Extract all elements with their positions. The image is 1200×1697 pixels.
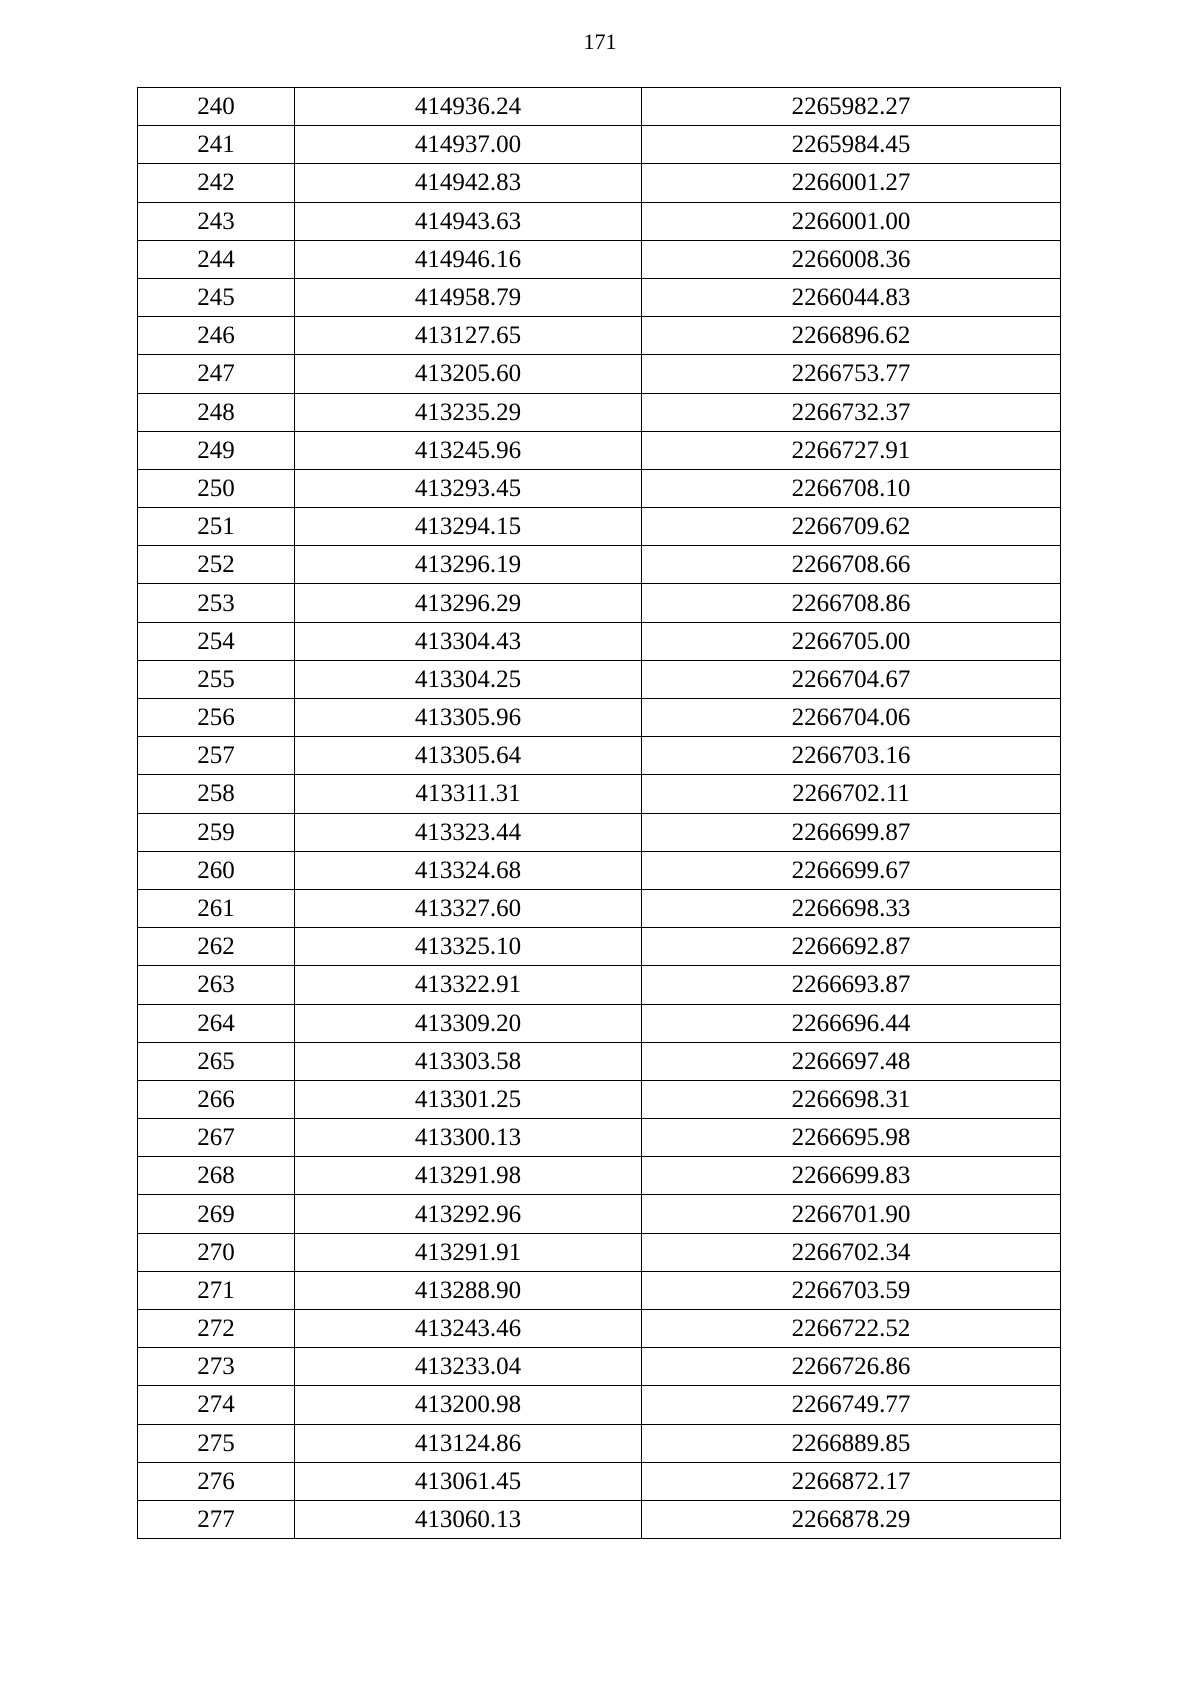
table-row: [138, 928, 1061, 966]
y-coordinate-cell: 2266699.67: [642, 851, 1061, 889]
point-number-cell: 240: [138, 88, 295, 126]
x-coordinate-cell: 413288.90: [295, 1271, 642, 1309]
x-coordinate-cell: 413243.46: [295, 1310, 642, 1348]
y-coordinate-cell: 2266889.85: [642, 1424, 1061, 1462]
point-number-cell: 259: [138, 813, 295, 851]
y-coordinate-cell: 2266698.31: [642, 1080, 1061, 1118]
x-coordinate-cell: 413205.60: [295, 355, 642, 393]
x-coordinate-cell: 414958.79: [295, 278, 642, 316]
table-row: [138, 1310, 1061, 1348]
y-coordinate-cell: 2266749.77: [642, 1386, 1061, 1424]
y-coordinate-cell: 2266699.83: [642, 1157, 1061, 1195]
point-number-cell: 274: [138, 1386, 295, 1424]
x-coordinate-cell: 414942.83: [295, 164, 642, 202]
x-coordinate-cell: 413301.25: [295, 1080, 642, 1118]
x-coordinate-cell: 413200.98: [295, 1386, 642, 1424]
x-coordinate-cell: 414946.16: [295, 240, 642, 278]
point-number-cell: 273: [138, 1348, 295, 1386]
x-coordinate-cell: 413325.10: [295, 928, 642, 966]
y-coordinate-cell: 2266696.44: [642, 1004, 1061, 1042]
x-coordinate-cell: 413291.98: [295, 1157, 642, 1195]
x-coordinate-cell: 413311.31: [295, 775, 642, 813]
y-coordinate-cell: 2266701.90: [642, 1195, 1061, 1233]
y-coordinate-cell: 2266703.59: [642, 1271, 1061, 1309]
point-number-cell: 244: [138, 240, 295, 278]
point-number-cell: 277: [138, 1500, 295, 1538]
y-coordinate-cell: 2266008.36: [642, 240, 1061, 278]
point-number-cell: 272: [138, 1310, 295, 1348]
table-row: [138, 622, 1061, 660]
y-coordinate-cell: 2266001.27: [642, 164, 1061, 202]
table-row: [138, 1119, 1061, 1157]
x-coordinate-cell: 413300.13: [295, 1119, 642, 1157]
y-coordinate-cell: 2266692.87: [642, 928, 1061, 966]
x-coordinate-cell: 413292.96: [295, 1195, 642, 1233]
point-number-cell: 251: [138, 508, 295, 546]
table-row: [138, 1348, 1061, 1386]
x-coordinate-cell: 413233.04: [295, 1348, 642, 1386]
y-coordinate-cell: 2265982.27: [642, 88, 1061, 126]
point-number-cell: 248: [138, 393, 295, 431]
point-number-cell: 243: [138, 202, 295, 240]
x-coordinate-cell: 413294.15: [295, 508, 642, 546]
x-coordinate-cell: 414943.63: [295, 202, 642, 240]
x-coordinate-cell: 413124.86: [295, 1424, 642, 1462]
x-coordinate-cell: 413327.60: [295, 889, 642, 927]
table-row: [138, 508, 1061, 546]
table-row: [138, 546, 1061, 584]
point-number-cell: 255: [138, 660, 295, 698]
point-number-cell: 257: [138, 737, 295, 775]
point-number-cell: 266: [138, 1080, 295, 1118]
y-coordinate-cell: 2266044.83: [642, 278, 1061, 316]
point-number-cell: 271: [138, 1271, 295, 1309]
point-number-cell: 249: [138, 431, 295, 469]
table-row: [138, 1462, 1061, 1500]
page-number: 171: [583, 29, 617, 54]
y-coordinate-cell: 2266896.62: [642, 317, 1061, 355]
y-coordinate-cell: 2266693.87: [642, 966, 1061, 1004]
table-row: [138, 1386, 1061, 1424]
x-coordinate-cell: 414936.24: [295, 88, 642, 126]
y-coordinate-cell: 2266722.52: [642, 1310, 1061, 1348]
point-number-cell: 276: [138, 1462, 295, 1500]
table-row: [138, 1424, 1061, 1462]
y-coordinate-cell: 2266001.00: [642, 202, 1061, 240]
table-row: [138, 202, 1061, 240]
x-coordinate-cell: 413293.45: [295, 469, 642, 507]
point-number-cell: 262: [138, 928, 295, 966]
table-row: [138, 775, 1061, 813]
point-number-cell: 261: [138, 889, 295, 927]
y-coordinate-cell: 2266726.86: [642, 1348, 1061, 1386]
table-row: [138, 88, 1061, 126]
table-row: [138, 1080, 1061, 1118]
point-number-cell: 275: [138, 1424, 295, 1462]
y-coordinate-cell: 2266699.87: [642, 813, 1061, 851]
table-row: [138, 317, 1061, 355]
table-row: [138, 1233, 1061, 1271]
table-row: [138, 355, 1061, 393]
table-row: [138, 584, 1061, 622]
x-coordinate-cell: 413305.96: [295, 699, 642, 737]
x-coordinate-cell: 413296.19: [295, 546, 642, 584]
x-coordinate-cell: 413305.64: [295, 737, 642, 775]
x-coordinate-cell: 413235.29: [295, 393, 642, 431]
table-row: [138, 278, 1061, 316]
y-coordinate-cell: 2266704.06: [642, 699, 1061, 737]
table-row: [138, 1195, 1061, 1233]
coordinate-table: [137, 87, 1061, 1539]
table-row: [138, 126, 1061, 164]
point-number-cell: 246: [138, 317, 295, 355]
y-coordinate-cell: 2266705.00: [642, 622, 1061, 660]
point-number-cell: 264: [138, 1004, 295, 1042]
x-coordinate-cell: 413060.13: [295, 1500, 642, 1538]
table-row: [138, 1271, 1061, 1309]
y-coordinate-cell: 2266704.67: [642, 660, 1061, 698]
x-coordinate-cell: 413245.96: [295, 431, 642, 469]
table-row: [138, 851, 1061, 889]
y-coordinate-cell: 2266695.98: [642, 1119, 1061, 1157]
point-number-cell: 268: [138, 1157, 295, 1195]
y-coordinate-cell: 2266709.62: [642, 508, 1061, 546]
table-row: [138, 1042, 1061, 1080]
point-number-cell: 252: [138, 546, 295, 584]
point-number-cell: 260: [138, 851, 295, 889]
x-coordinate-cell: 413296.29: [295, 584, 642, 622]
point-number-cell: 250: [138, 469, 295, 507]
y-coordinate-cell: 2266872.17: [642, 1462, 1061, 1500]
point-number-cell: 241: [138, 126, 295, 164]
y-coordinate-cell: 2266878.29: [642, 1500, 1061, 1538]
x-coordinate-cell: 413127.65: [295, 317, 642, 355]
point-number-cell: 269: [138, 1195, 295, 1233]
point-number-cell: 267: [138, 1119, 295, 1157]
x-coordinate-cell: 413323.44: [295, 813, 642, 851]
table-row: [138, 737, 1061, 775]
x-coordinate-cell: 413304.25: [295, 660, 642, 698]
x-coordinate-cell: 413291.91: [295, 1233, 642, 1271]
point-number-cell: 245: [138, 278, 295, 316]
x-coordinate-cell: 413303.58: [295, 1042, 642, 1080]
point-number-cell: 265: [138, 1042, 295, 1080]
y-coordinate-cell: 2266708.66: [642, 546, 1061, 584]
y-coordinate-cell: 2266708.10: [642, 469, 1061, 507]
point-number-cell: 242: [138, 164, 295, 202]
table-row: [138, 813, 1061, 851]
x-coordinate-cell: 413324.68: [295, 851, 642, 889]
point-number-cell: 256: [138, 699, 295, 737]
table-row: [138, 1004, 1061, 1042]
table-row: [138, 966, 1061, 1004]
coordinate-table-body: [138, 88, 1061, 1539]
table-row: [138, 431, 1061, 469]
table-row: [138, 393, 1061, 431]
x-coordinate-cell: 414937.00: [295, 126, 642, 164]
x-coordinate-cell: 413304.43: [295, 622, 642, 660]
point-number-cell: 258: [138, 775, 295, 813]
point-number-cell: 270: [138, 1233, 295, 1271]
table-row: [138, 660, 1061, 698]
table-row: [138, 699, 1061, 737]
x-coordinate-cell: 413322.91: [295, 966, 642, 1004]
y-coordinate-cell: 2266697.48: [642, 1042, 1061, 1080]
table-row: [138, 1157, 1061, 1195]
point-number-cell: 253: [138, 584, 295, 622]
y-coordinate-cell: 2266732.37: [642, 393, 1061, 431]
table-row: [138, 240, 1061, 278]
y-coordinate-cell: 2266727.91: [642, 431, 1061, 469]
point-number-cell: 263: [138, 966, 295, 1004]
x-coordinate-cell: 413309.20: [295, 1004, 642, 1042]
point-number-cell: 254: [138, 622, 295, 660]
point-number-cell: 247: [138, 355, 295, 393]
table-row: [138, 889, 1061, 927]
y-coordinate-cell: 2266702.11: [642, 775, 1061, 813]
y-coordinate-cell: 2266708.86: [642, 584, 1061, 622]
y-coordinate-cell: 2266698.33: [642, 889, 1061, 927]
x-coordinate-cell: 413061.45: [295, 1462, 642, 1500]
y-coordinate-cell: 2266702.34: [642, 1233, 1061, 1271]
table-row: [138, 1500, 1061, 1538]
y-coordinate-cell: 2266703.16: [642, 737, 1061, 775]
table-row: [138, 469, 1061, 507]
y-coordinate-cell: 2266753.77: [642, 355, 1061, 393]
table-row: [138, 164, 1061, 202]
y-coordinate-cell: 2265984.45: [642, 126, 1061, 164]
